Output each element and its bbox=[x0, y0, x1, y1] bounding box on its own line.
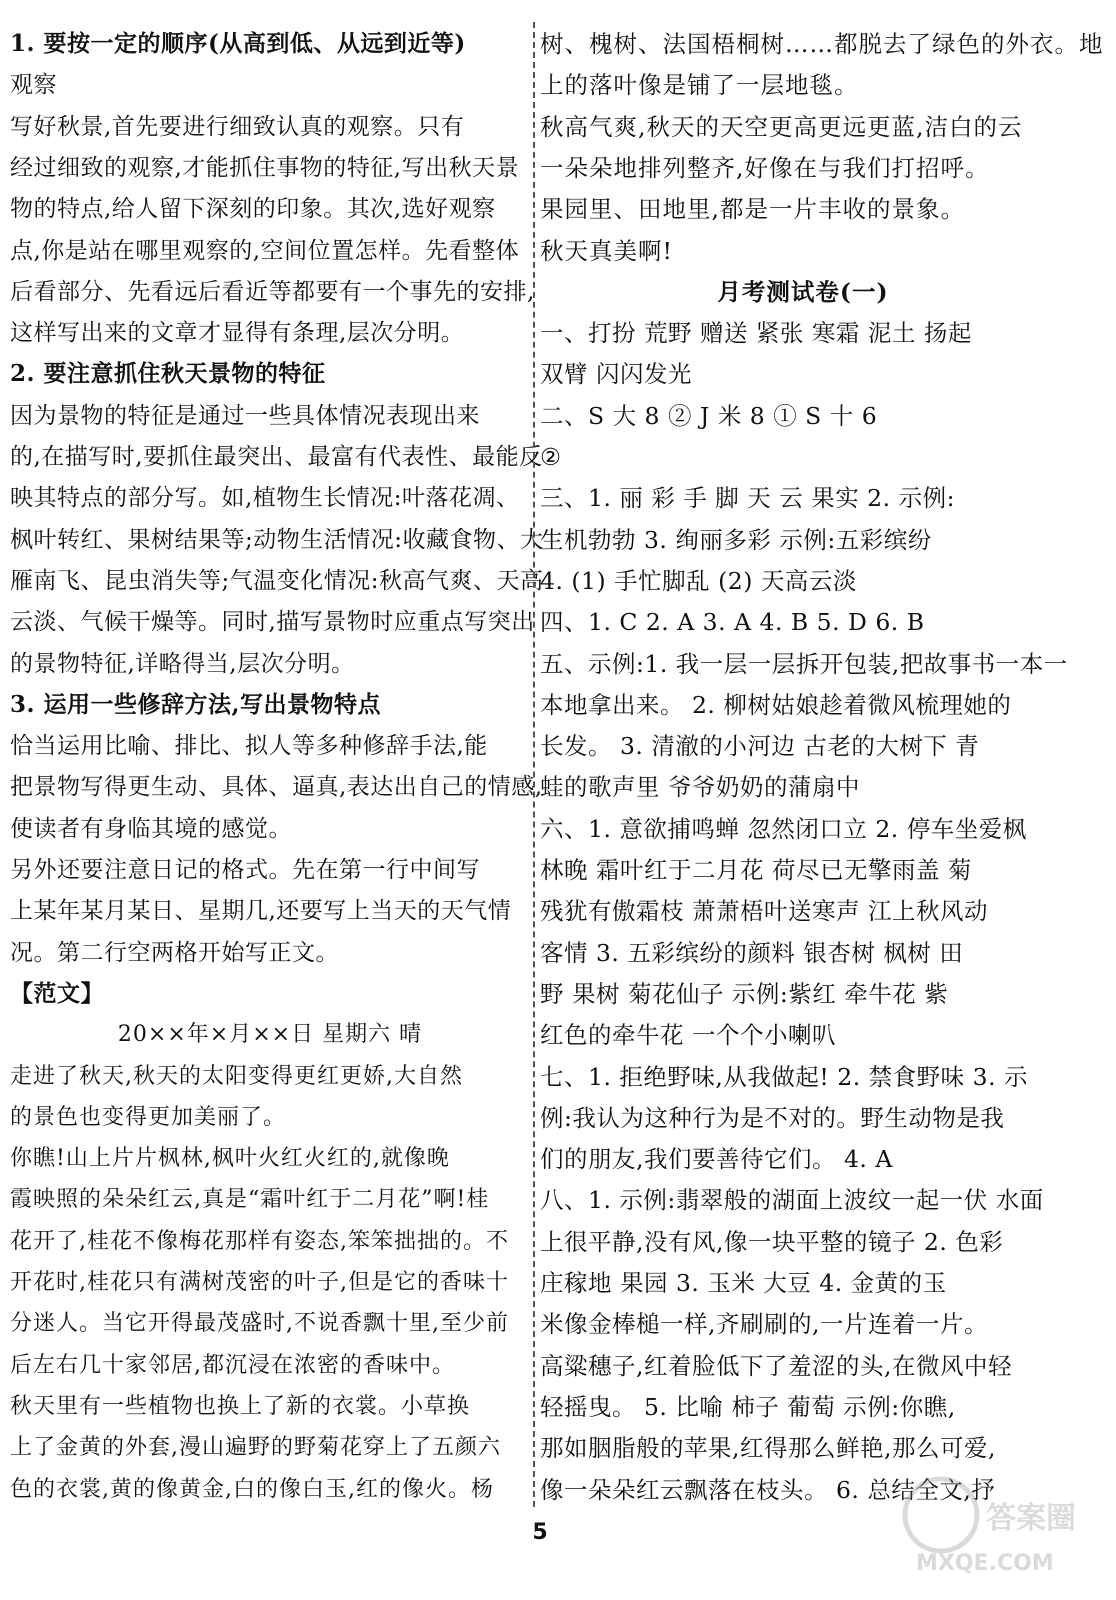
text-line: 后左右几十家邻居,都沉浸在浓密的香味中。 bbox=[10, 1352, 455, 1378]
text-line: 你瞧!山上片片枫林,枫叶火红火红的,就像晚 bbox=[10, 1146, 450, 1172]
text-line: 本地拿出来。 2. 柳树姑娘趁着微风梳理她的 bbox=[540, 690, 1012, 719]
text-line: 20××年×月××日 星期六 晴 bbox=[117, 1022, 423, 1048]
text-line: 上某年某月某日、星期几,还要写上当天的天气情 bbox=[10, 898, 512, 925]
text-line: 况。第二行空两格开始写正文。 bbox=[10, 939, 339, 966]
text-line: 这样写出来的文章才显得有条理,层次分明。 bbox=[10, 320, 465, 347]
text-line: 秋高气爽,秋天的天空更高更远更蓝,洁白的云 bbox=[540, 112, 1023, 141]
text-line: 那如胭脂般的苹果,红得那么鲜艳,那么可爱, bbox=[540, 1434, 996, 1463]
column-divider bbox=[533, 22, 535, 1507]
text-line: 像一朵朵红云飘落在枝头。 6. 总结全文,抒 bbox=[540, 1475, 996, 1504]
text-line: 霞映照的朵朵红云,真是“霜叶红于二月花”啊!桂 bbox=[10, 1187, 490, 1213]
text-line: 恰当运用比喻、排比、拟人等多种修辞手法,能 bbox=[10, 733, 488, 760]
text-line: 庄稼地 果园 3. 玉米 大豆 4. 金黄的玉 bbox=[540, 1269, 947, 1297]
text-line: 三、1. 丽 彩 手 脚 天 云 果实 2. 示例: bbox=[540, 484, 955, 513]
text-line: 四、1. C 2. A 3. A 4. B 5. D 6. B bbox=[540, 608, 925, 637]
text-line: 高粱穗子,红着脸低下了羞涩的头,在微风中轻 bbox=[540, 1351, 1012, 1380]
text-line: 开花时,桂花只有满树茂密的叶子,但是它的香味十 bbox=[10, 1270, 509, 1295]
text-line: 把景物写得更生动、具体、逼真,表达出自己的情感, bbox=[10, 774, 543, 801]
text-line: 2. 要注意抓住秋天景物的特征 bbox=[10, 360, 326, 388]
text-line: 红色的牵牛花 一个个小喇叭 bbox=[540, 1021, 836, 1050]
text-line: 3. 运用一些修辞方法,写出景物特点 bbox=[10, 690, 382, 718]
text-line: 七、1. 拒绝野味,从我做起! 2. 禁食野味 3. 示 bbox=[540, 1062, 1029, 1091]
text-line: 经过细致的观察,才能抓住事物的特征,写出秋天景 bbox=[10, 154, 520, 181]
watermark-label: 答案圈 bbox=[986, 1501, 1076, 1536]
text-line: 八、1. 示例:翡翠般的湖面上波纹一起一伏 水面 bbox=[540, 1186, 1044, 1215]
text-line: 一朵朵地排列整齐,好像在与我们打招呼。 bbox=[540, 153, 990, 182]
text-line: 的景物特征,详略得当,层次分明。 bbox=[10, 650, 355, 677]
text-line: 轻摇曳。 5. 比喻 柿子 葡萄 示例:你瞧, bbox=[540, 1392, 956, 1421]
text-line: 月考测试卷(一) bbox=[717, 277, 889, 306]
text-line: 上了金黄的外套,漫山遍野的野菊花穿上了五颜六 bbox=[10, 1435, 501, 1461]
text-line: 上的落叶像是铺了一层地毯。 bbox=[540, 71, 859, 100]
text-line: 生机勃勃 3. 绚丽多彩 示例:五彩缤纷 bbox=[540, 525, 932, 554]
watermark-url: MXQE.COM bbox=[916, 1551, 1054, 1576]
text-line: 果园里、田地里,都是一片丰收的景象。 bbox=[540, 195, 965, 224]
text-line: 的景色也变得更加美丽了。 bbox=[10, 1104, 287, 1130]
text-line: 物的特点,给人留下深刻的印象。其次,选好观察 bbox=[10, 196, 496, 223]
text-line: 二、S 大 8 ② J 米 8 ① S 十 6 bbox=[540, 401, 878, 430]
text-line: 云淡、气候干燥等。同时,描写景物时应重点写突出 bbox=[10, 609, 535, 636]
text-line: 另外还要注意日记的格式。先在第一行中间写 bbox=[10, 857, 480, 883]
text-line: ② bbox=[540, 443, 562, 471]
text-line: 秋天里有一些植物也换上了新的衣裳。小草换 bbox=[10, 1393, 471, 1419]
watermark-logo bbox=[886, 1470, 1076, 1580]
text-line: 4. (1) 手忙脚乱 (2) 天高云淡 bbox=[540, 566, 857, 595]
text-line: 们的朋友,我们要善待它们。 4. A bbox=[540, 1145, 893, 1174]
text-line: 长发。 3. 清澈的小河边 古老的大树下 青 bbox=[540, 732, 980, 761]
text-line: 色的衣裳,黄的像黄金,白的像白玉,红的像火。杨 bbox=[10, 1476, 494, 1502]
text-line: 观察 bbox=[10, 72, 57, 99]
text-line: 映其特点的部分写。如,植物生长情况:叶落花凋、 bbox=[10, 485, 520, 512]
text-line: 1. 要按一定的顺序(从高到低、从远到近等) bbox=[10, 30, 466, 57]
text-line: 一、打扮 荒野 赠送 紧张 寒霜 泥土 扬起 bbox=[540, 319, 972, 348]
text-line: 秋天真美啊! bbox=[540, 236, 673, 265]
text-line: 雁南飞、昆虫消失等;气温变化情况:秋高气爽、天高 bbox=[10, 567, 544, 594]
text-line: 野 果树 菊花仙子 示例:紫红 牵牛花 紫 bbox=[540, 979, 949, 1008]
text-line: 【范文】 bbox=[10, 979, 104, 1007]
text-line: 后看部分、先看远后看近等都要有一个事先的安排, bbox=[10, 278, 535, 305]
page-number: 5 bbox=[532, 1520, 548, 1545]
text-line: 花开了,桂花不像梅花那样有姿态,笨笨拙拙的。不 bbox=[10, 1228, 509, 1254]
text-line: 残犹有傲霜枝 萧萧梧叶送寒声 江上秋风动 bbox=[540, 897, 988, 926]
text-line: 林晚 霜叶红于二月花 荷尽已无擎雨盖 菊 bbox=[540, 856, 972, 884]
text-line: 例:我认为这种行为是不对的。野生动物是我 bbox=[540, 1103, 1005, 1132]
text-line: 写好秋景,首先要进行细致认真的观察。只有 bbox=[10, 113, 465, 140]
text-line: 双臂 闪闪发光 bbox=[540, 360, 692, 389]
text-line: 枫叶转红、果树结果等;动物生活情况:收藏食物、大 bbox=[10, 526, 544, 553]
text-line: 使读者有身临其境的感觉。 bbox=[10, 815, 292, 842]
text-line: 五、示例:1. 我一层一层拆开包装,把故事书一本一 bbox=[540, 649, 1068, 678]
text-line: 走进了秋天,秋天的太阳变得更红更娇,大自然 bbox=[10, 1063, 463, 1089]
text-line: 六、1. 意欲捕鸣蝉 忽然闭口立 2. 停车坐爱枫 bbox=[540, 814, 1027, 843]
text-line: 因为景物的特征是通过一些具体情况表现出来 bbox=[10, 402, 480, 429]
text-line: 分迷人。当它开得最茂盛时,不说香飘十里,至少前 bbox=[10, 1311, 509, 1337]
text-line: 树、槐树、法国梧桐树……都脱去了绿色的外衣。地 bbox=[540, 30, 1104, 58]
text-line: 客情 3. 五彩缤纷的颜料 银杏树 枫树 田 bbox=[540, 938, 964, 967]
text-line: 蛙的歌声里 爷爷奶奶的蒲扇中 bbox=[540, 773, 860, 802]
text-line: 点,你是站在哪里观察的,空间位置怎样。先看整体 bbox=[10, 237, 520, 264]
text-line: 上很平静,没有风,像一块平整的镜子 2. 色彩 bbox=[540, 1227, 1004, 1256]
text-line: 的,在描写时,要抓住最突出、最富有代表性、最能反 bbox=[10, 444, 543, 470]
text-line: 米像金棒槌一样,齐刷刷的,一片连着一片。 bbox=[540, 1310, 988, 1339]
